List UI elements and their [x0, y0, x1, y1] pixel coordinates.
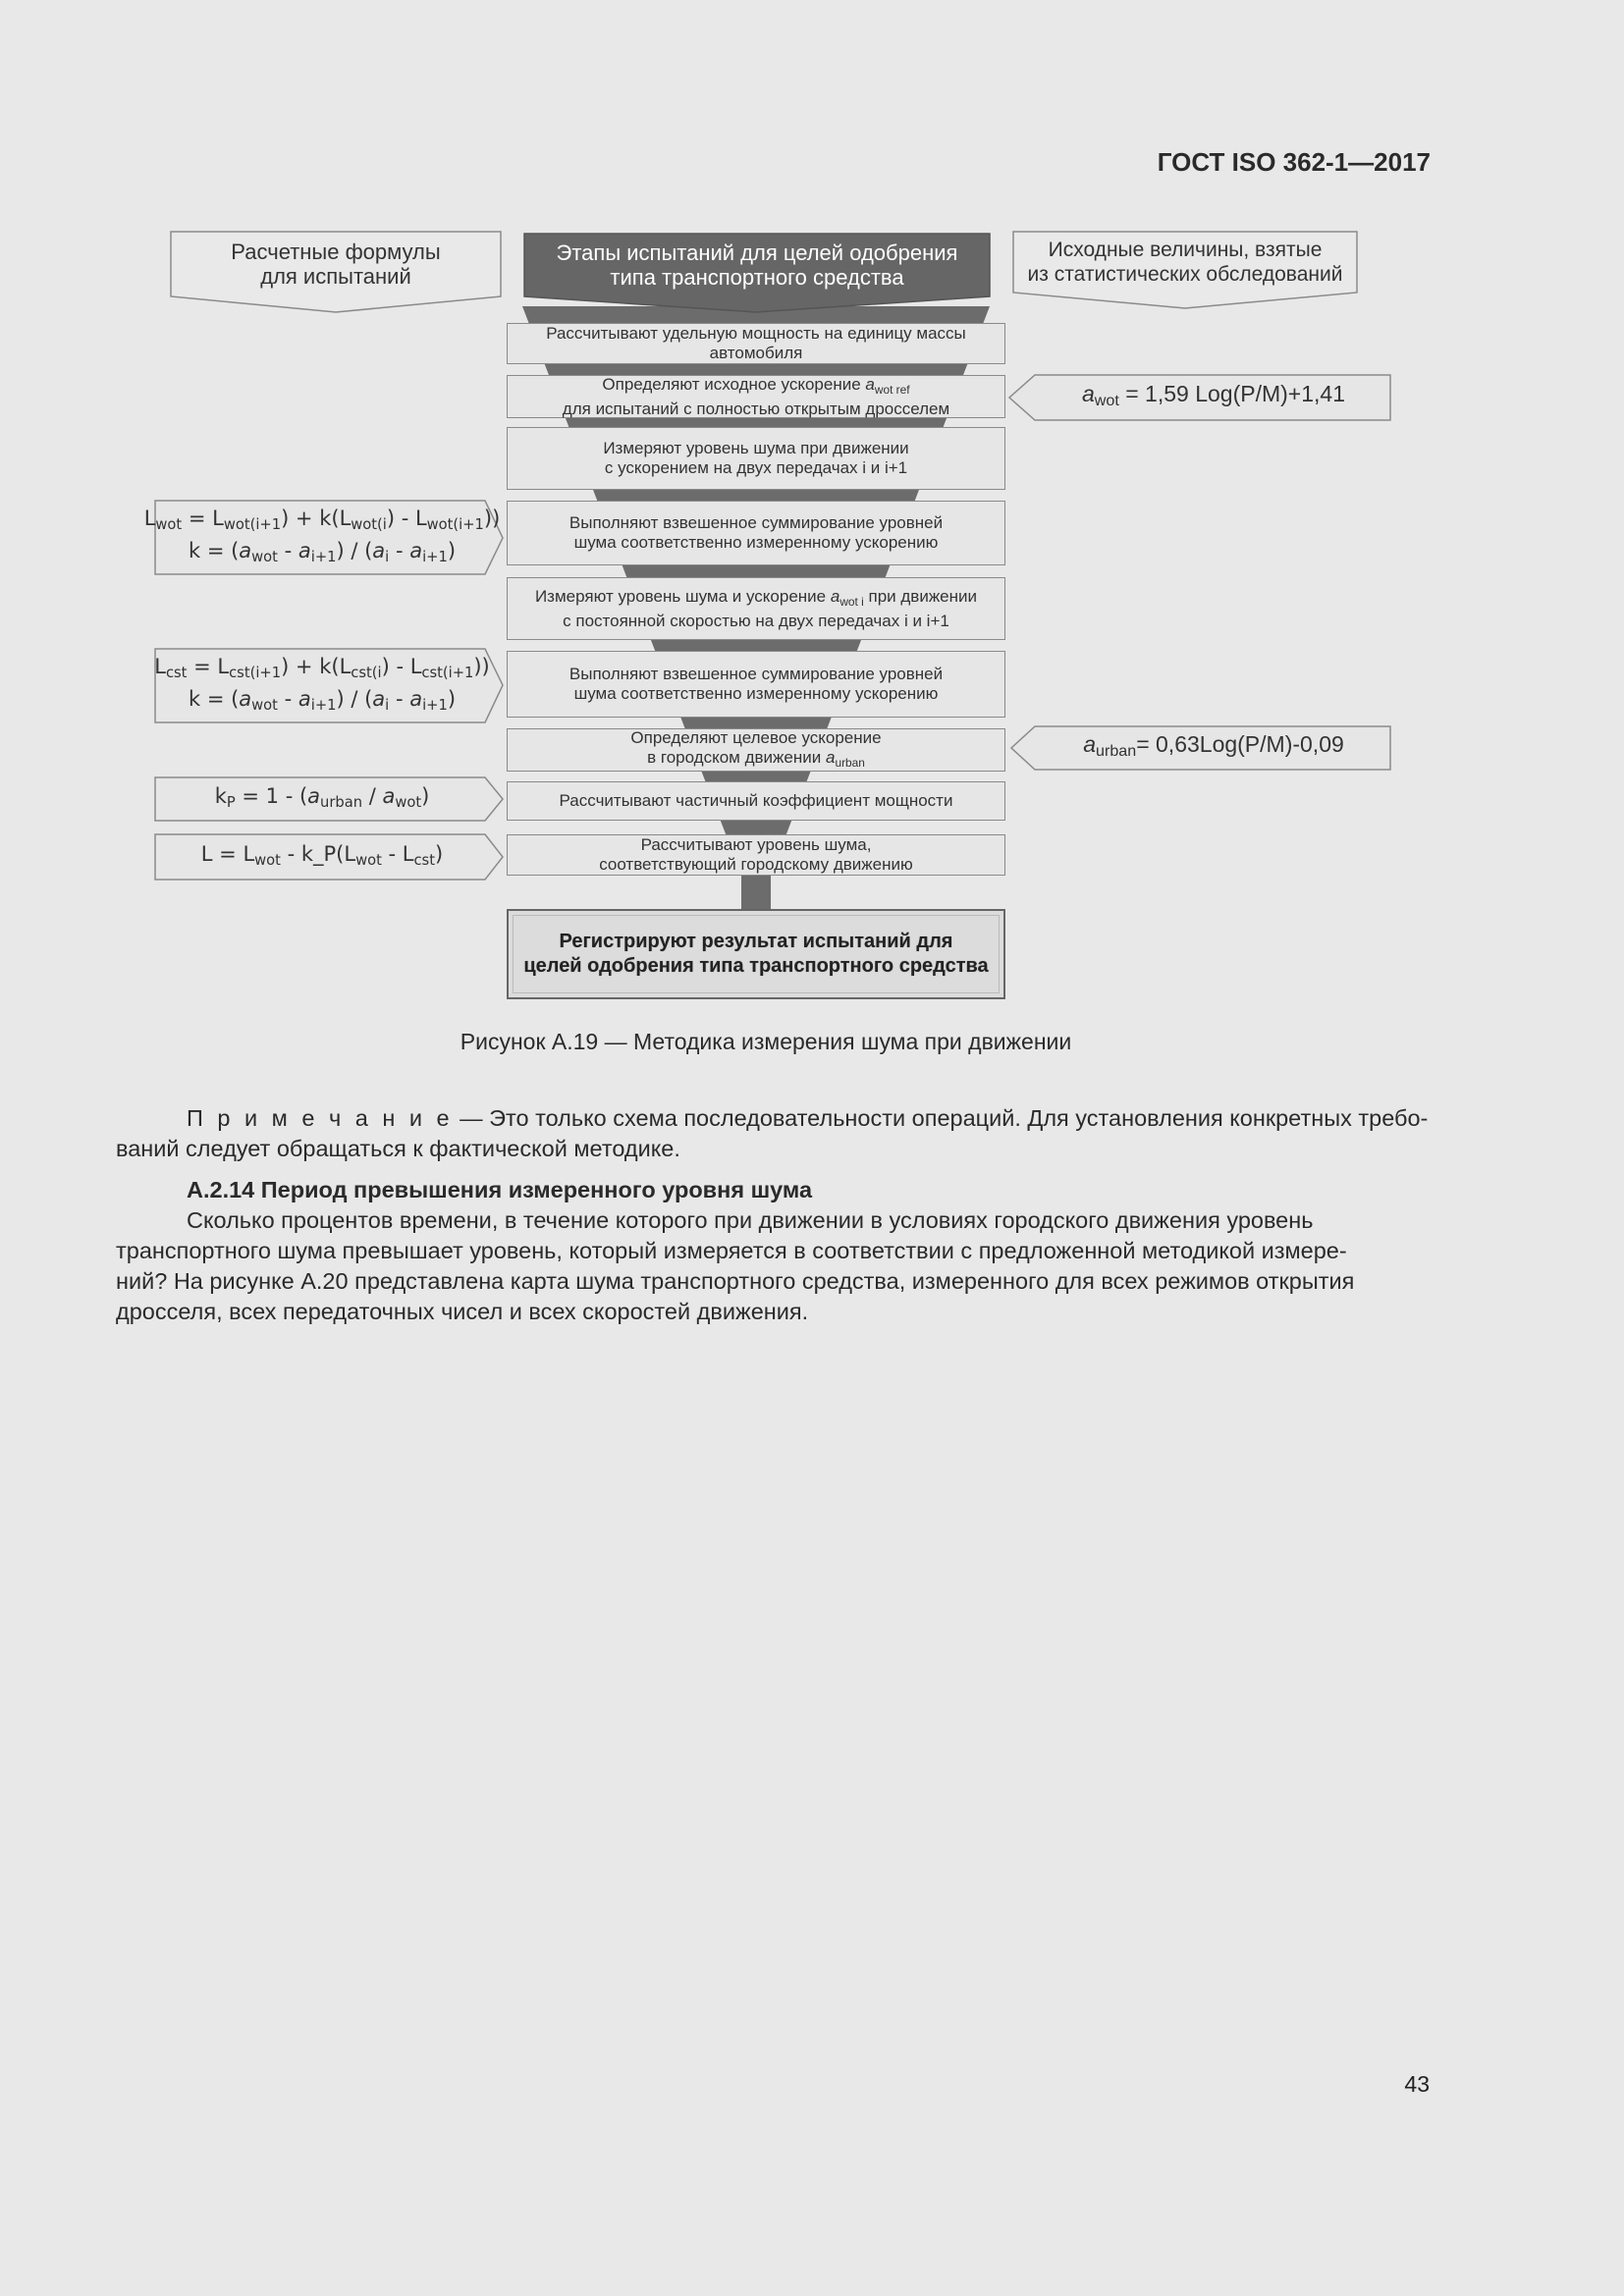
- formula-kp: $k_P = 1 - (a_{urban} / a_{wot})$: [214, 783, 430, 811]
- aurban-input: $a_{urban}= 0,63Log(P/M)-0,09$: [1083, 731, 1344, 760]
- step-1-box: Рассчитывают удельную мощность на единицу массы автомобиля: [507, 323, 1005, 364]
- document-code: ГОСТ ISO 362-1—2017: [1157, 147, 1431, 177]
- formula-lcst-line1: $L_{cst} = L_{cst(i+1}) + k(L_{cst(i}) - L_{cst(i+1}$)): [154, 654, 490, 681]
- note-paragraph: П р и м е ч а н и е — Это только схема последовательности операций. Для установления конкретных требо- ваний следует обращаться к фактической методике.: [116, 1105, 1429, 1161]
- left-column-header: Расчетные формулы для испытаний: [231, 240, 441, 289]
- formula-k-line: $k = (a_{wot} - a_{i+1}) / (a_i - a_{i+1})$: [188, 538, 457, 565]
- right-column-header: Исходные величины, взятые из статистических обследований: [1027, 239, 1343, 286]
- step-8-box: Рассчитывают частичный коэффициент мощности: [507, 781, 1005, 821]
- final-result-box: Регистрируют результат испытаний для целей одобрения типа транспортного средства: [507, 909, 1005, 999]
- page-number: 43: [1404, 2071, 1430, 2097]
- formula-lwot-line1: $L_{wot} = L_{wot(i+1}) + k(L_{wot(i}) - L_{wot(i+1}$)): [143, 506, 501, 533]
- formula-k-line: $k = (a_{wot} - a_{i+1}) / (a_i - a_{i+1})$: [188, 686, 457, 714]
- formula-lwot: [143, 501, 501, 574]
- figure-caption: Рисунок А.19 — Методика измерения шума при движении: [460, 1029, 1072, 1054]
- formula-l: $L = L_{wot}$ - $k\_P(L_{wot} - L_{cst})$: [200, 841, 444, 869]
- step-4-box: Выполняют взвешенное суммирование уровней шума соответственно измеренному ускорению: [507, 501, 1005, 565]
- step-5-box: Измеряют уровень шума и ускорение $a_{wot i}$ при движении с постоянной скоростью на двух передачах i и i+1: [507, 577, 1005, 640]
- section-heading: А.2.14 Период превышения измеренного уровня шума: [187, 1177, 813, 1202]
- center-column-header: Этапы испытаний для целей одобрения типа транспортного средства: [556, 240, 958, 290]
- step-7-box: Определяют целевое ускорение в городском движении $a_{urban}$: [507, 728, 1005, 772]
- note-label: П р и м е ч а н и е: [187, 1105, 454, 1131]
- step-9-box: Рассчитывают уровень шума, соответствующий городскому движению: [507, 834, 1005, 876]
- step-6-box: Выполняют взвешенное суммирование уровней шума соответственно измеренному ускорению: [507, 651, 1005, 718]
- section-body: Сколько процентов времени, в течение которого при движении в условиях городского движения уровень транспортного шума превышает уровень, который измеряется в соответствии с предложенной методикой измере- ний? На рисунке А.20 представлена карта шума транспортного средства, измеренного для всех режимов открытия дросселя, всех передаточных чисел и всех скоростей движения.: [116, 1207, 1355, 1324]
- formula-lcst: [155, 649, 489, 722]
- awot-input: $a_{wot} = 1,59$ Log(P/M)+1,41: [1082, 381, 1345, 409]
- step-3-box: Измеряют уровень шума при движении с ускорением на двух передачах i и i+1: [507, 427, 1005, 490]
- step-2-box: Определяют исходное ускорение $a_{wot ref}$ для испытаний с полностью открытым дросселем: [507, 375, 1005, 418]
